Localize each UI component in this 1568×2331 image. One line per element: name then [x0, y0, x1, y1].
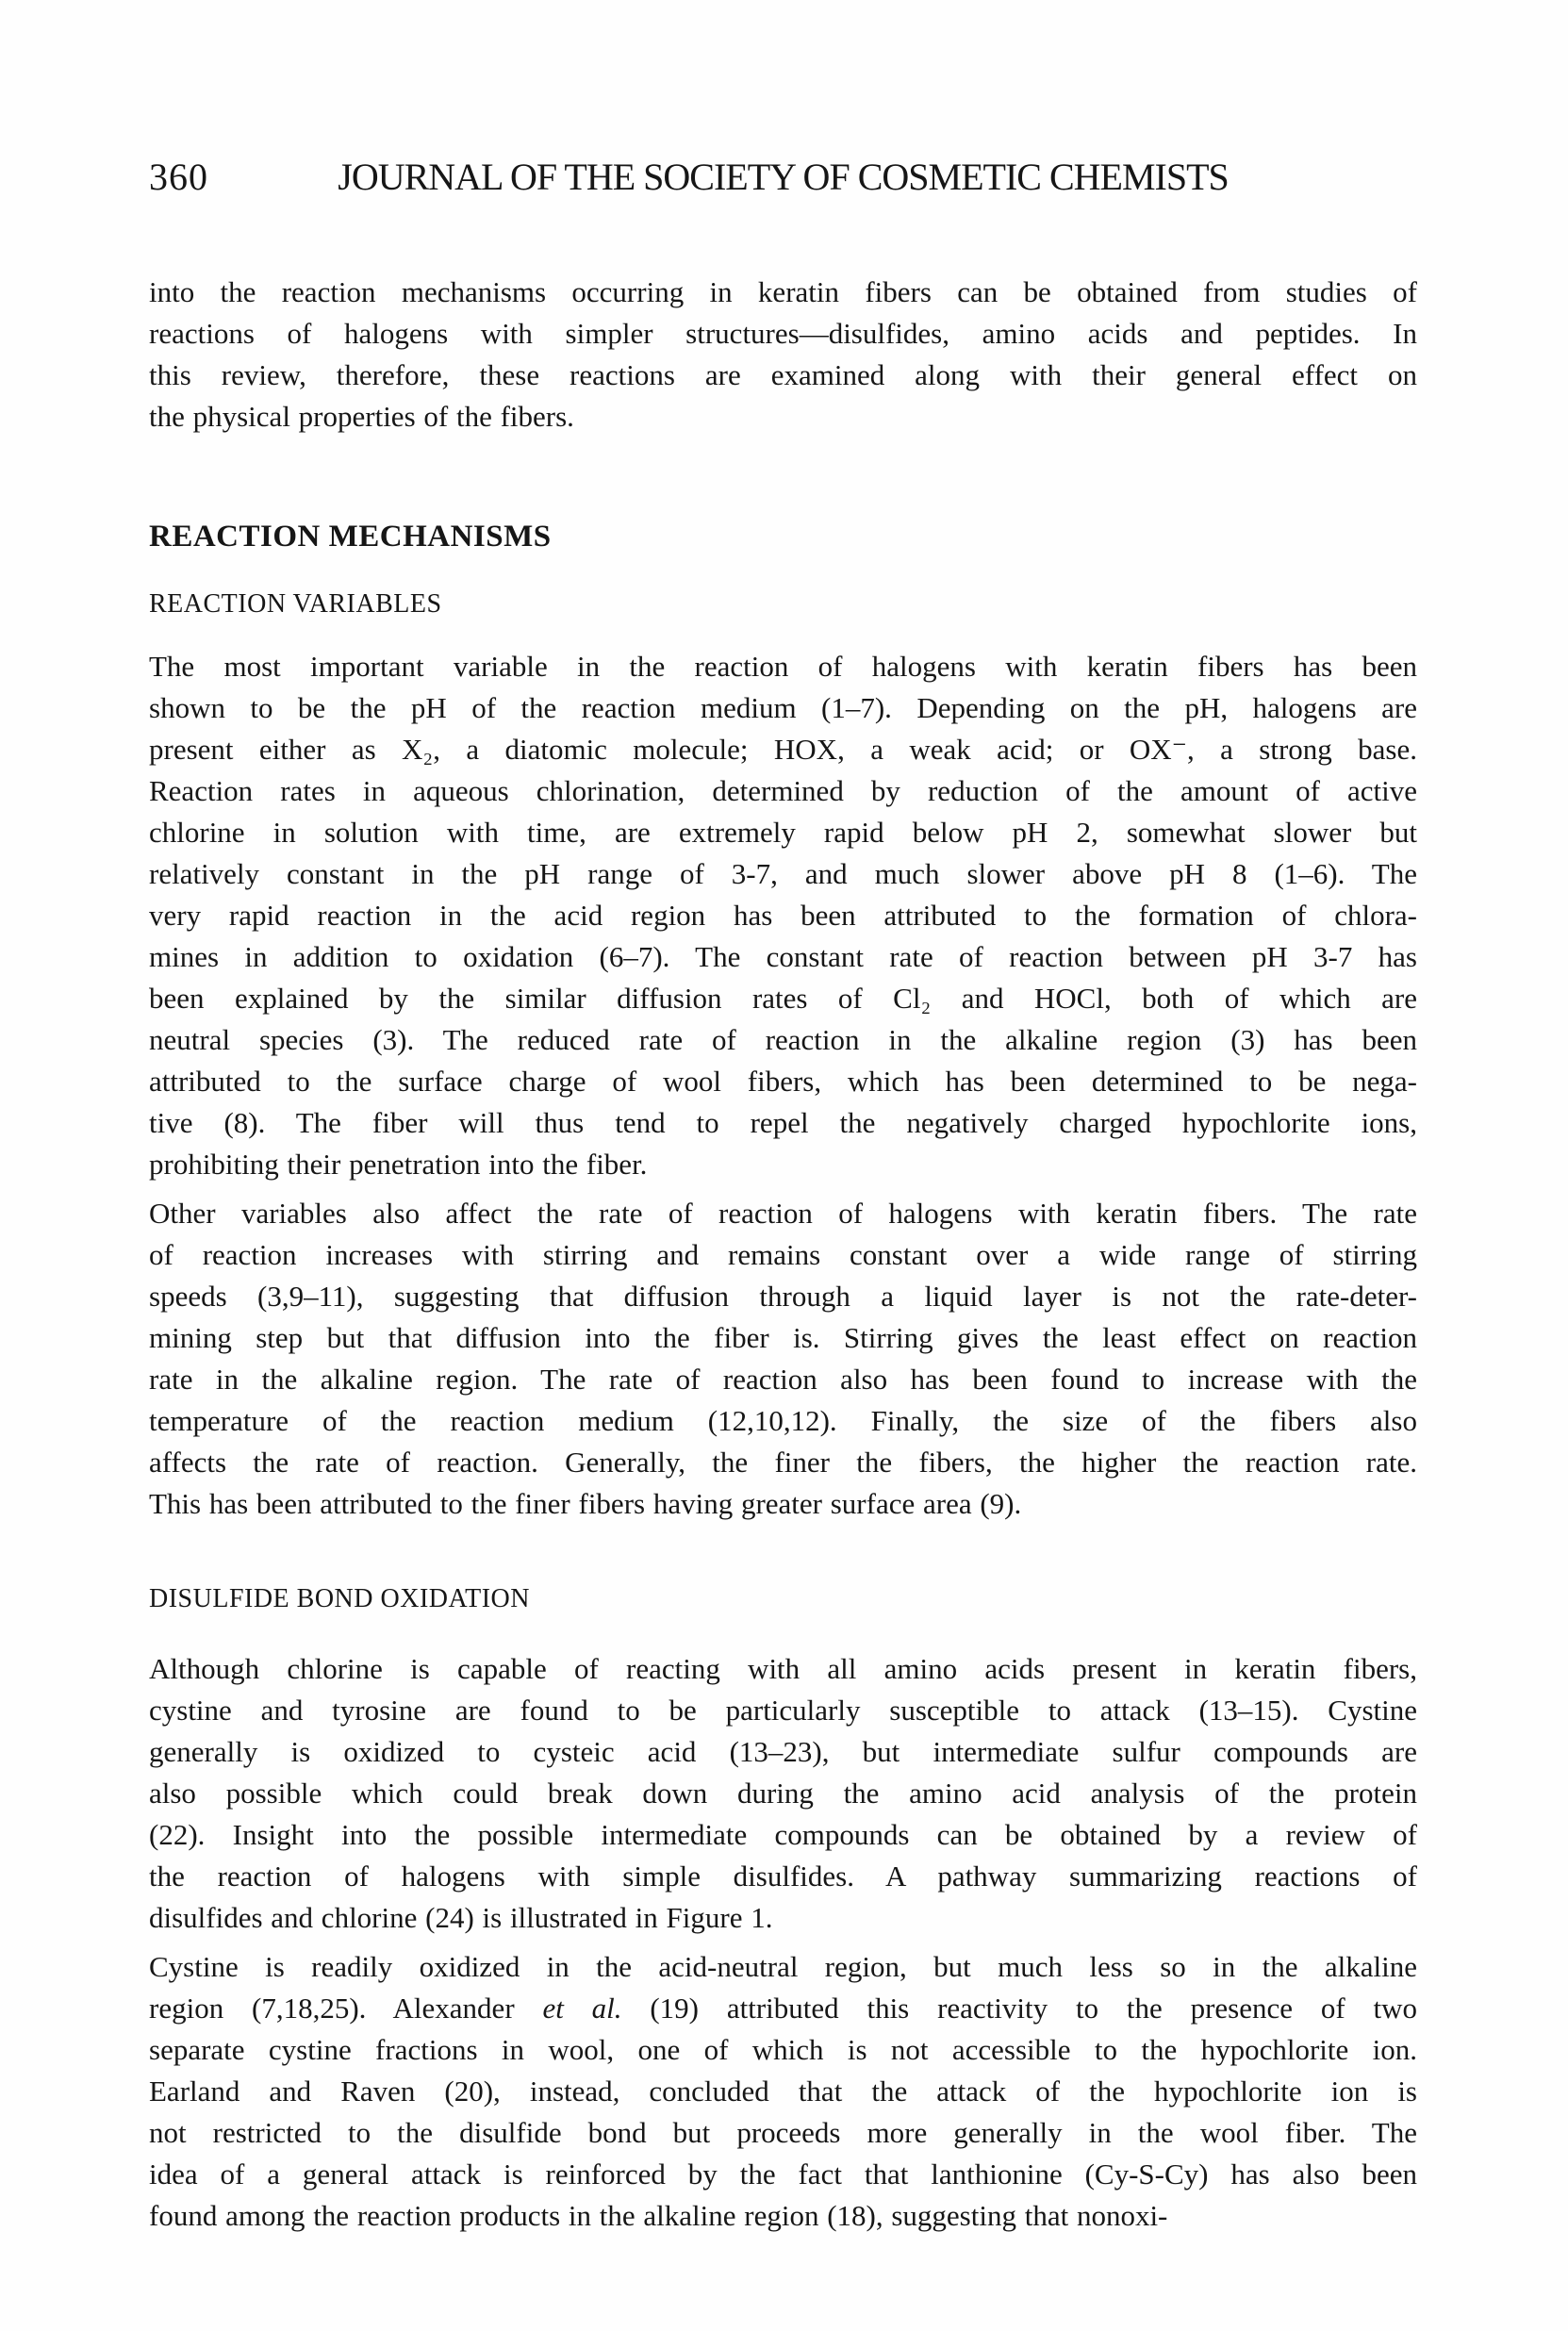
text-line: mining step but that diffusion into the fiber is. Stirring gives the least effect on reaction: [149, 1321, 1417, 1354]
text-line: Although chlorine is capable of reacting with all amino acids present in keratin fibers,: [149, 1652, 1417, 1685]
text-line: idea of a general attack is reinforced by the fact that lanthionine (Cy-S-Cy) has also been: [149, 2157, 1417, 2190]
text-line: reactions of halogens with simpler structures—disulfides, amino acids and peptides. In: [149, 317, 1417, 350]
subsection-heading-disulfide-bond-oxidation: DISULFIDE BOND OXIDATION: [149, 1584, 530, 1613]
text-line: the physical properties of the fibers.: [149, 400, 574, 433]
disulfide-paragraph-1: [149, 1648, 1417, 1939]
text-line: This has been attributed to the finer fibers having greater surface area (9).: [149, 1487, 1022, 1520]
journal-title: JOURNAL OF THE SOCIETY OF COSMETIC CHEMISTS: [338, 156, 1229, 198]
text-line: affects the rate of reaction. Generally, the finer the fibers, the higher the reaction rate.: [149, 1446, 1417, 1479]
text-line: very rapid reaction in the acid region has been attributed to the formation of chlora-: [149, 899, 1417, 932]
text-line: separate cystine fractions in wool, one of which is not accessible to the hypochlorite ion.: [149, 2033, 1417, 2066]
text-line: neutral species (3). The reduced rate of reaction in the alkaline region (3) has been: [149, 1023, 1417, 1056]
text-line: also possible which could break down during the amino acid analysis of the protein: [149, 1777, 1417, 1810]
text-line: found among the reaction products in the alkaline region (18), suggesting that nonoxi-: [149, 2199, 1168, 2232]
text-line: rate in the alkaline region. The rate of reaction also has been found to increase with the: [149, 1363, 1417, 1396]
text-line: chlorine in solution with time, are extremely rapid below pH 2, somewhat slower but: [149, 816, 1417, 849]
text-line: disulfides and chlorine (24) is illustrated in Figure 1.: [149, 1901, 773, 1934]
subsection-heading-reaction-variables: REACTION VARIABLES: [149, 589, 442, 619]
text-line: Reaction rates in aqueous chlorination, determined by reduction of the amount of active: [149, 774, 1417, 807]
disulfide-paragraph-2: [149, 1946, 1417, 2237]
text-line: the reaction of halogens with simple disulfides. A pathway summarizing reactions of: [149, 1860, 1417, 1893]
text-line: (22). Insight into the possible intermediate compounds can be obtained by a review of: [149, 1818, 1417, 1851]
text-line: of reaction increases with stirring and remains constant over a wide range of stirring: [149, 1238, 1417, 1271]
intro-paragraph: [149, 272, 1417, 438]
text-line: tive (8). The fiber will thus tend to repel the negatively charged hypochlorite ions,: [149, 1106, 1417, 1139]
text-line: prohibiting their penetration into the fiber.: [149, 1148, 648, 1181]
text-line: attributed to the surface charge of wool fibers, which has been determined to be nega-: [149, 1065, 1417, 1098]
text-line: Cystine is readily oxidized in the acid-neutral region, but much less so in the alkaline: [149, 1950, 1417, 1983]
page-number: 360: [149, 156, 208, 198]
text-line: shown to be the pH of the reaction medium (1–7). Depending on the pH, halogens are: [149, 691, 1417, 724]
text-line: this review, therefore, these reactions are examined along with their general effect on: [149, 358, 1417, 391]
reaction-variables-paragraph-1: [149, 646, 1417, 1185]
text-line: relatively constant in the pH range of 3-7, and much slower above pH 8 (1–6). The: [149, 857, 1417, 890]
text-line: into the reaction mechanisms occurring in keratin fibers can be obtained from studies of: [149, 275, 1417, 308]
text-line: The most important variable in the reaction of halogens with keratin fibers has been: [149, 650, 1417, 683]
text-line: Earland and Raven (20), instead, concluded that the attack of the hypochlorite ion is: [149, 2075, 1417, 2108]
text-line: been explained by the similar diffusion rates of Cl₂ and HOCl, both of which are: [149, 982, 1417, 1015]
text-line: present either as X₂, a diatomic molecule; HOX, a weak acid; or OX⁻, a strong base.: [149, 733, 1417, 766]
text-line: speeds (3,9–11), suggesting that diffusion through a liquid layer is not the rate-deter-: [149, 1280, 1417, 1313]
text-line: Other variables also affect the rate of reaction of halogens with keratin fibers. The rate: [149, 1197, 1417, 1230]
text-line: mines in addition to oxidation (6–7). The constant rate of reaction between pH 3-7 has: [149, 940, 1417, 973]
page-body: [149, 272, 1417, 2237]
reaction-variables-paragraph-2: [149, 1193, 1417, 1525]
running-head: [149, 157, 1417, 198]
text-line: generally is oxidized to cysteic acid (13–23), but intermediate sulfur compounds are: [149, 1735, 1417, 1768]
text-line: not restricted to the disulfide bond but proceeds more generally in the wool fiber. The: [149, 2116, 1417, 2149]
text-line: cystine and tyrosine are found to be particularly susceptible to attack (13–15). Cystine: [149, 1694, 1417, 1727]
section-heading-reaction-mechanisms: REACTION MECHANISMS: [149, 520, 552, 554]
text-line: temperature of the reaction medium (12,10,12). Finally, the size of the fibers also: [149, 1404, 1417, 1437]
text-line: region (7,18,25). Alexander et al. (19) attributed this reactivity to the presence of two: [149, 1992, 1417, 2025]
